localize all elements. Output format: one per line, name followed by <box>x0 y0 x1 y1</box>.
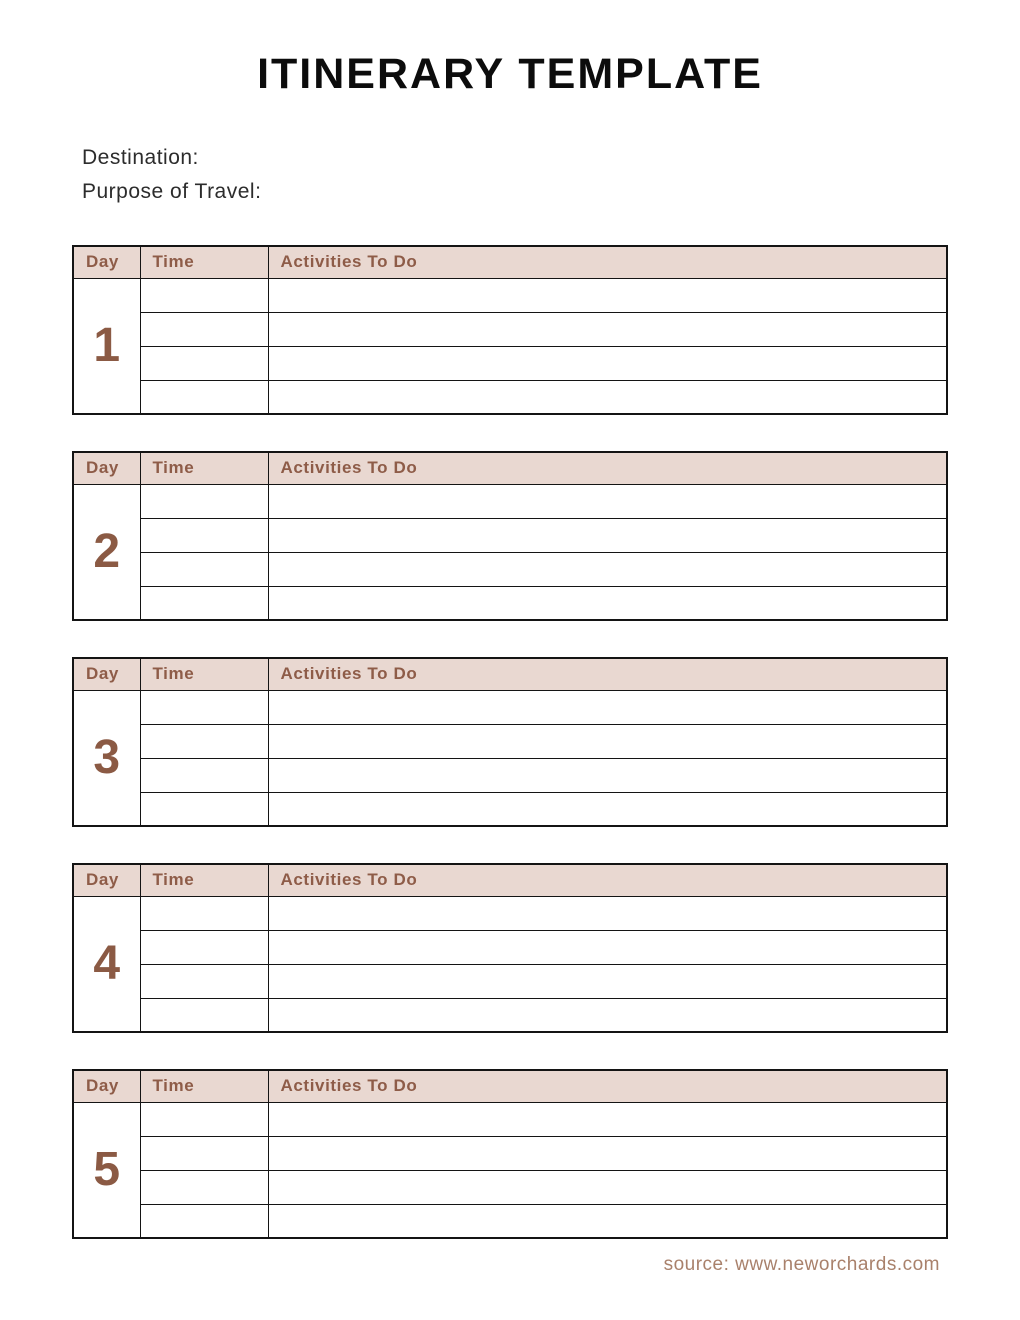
activity-cell <box>268 758 947 792</box>
day-table-3 <box>72 657 948 827</box>
activity-cell <box>268 552 947 586</box>
activities-column-header: Activities To Do <box>268 1070 947 1102</box>
time-cell <box>140 724 268 758</box>
time-column-header: Time <box>140 1070 268 1102</box>
time-cell <box>140 1136 268 1170</box>
day-table-5 <box>72 1069 948 1239</box>
activity-cell <box>268 1204 947 1238</box>
table-row <box>73 1204 947 1238</box>
table-header-row <box>73 864 947 896</box>
time-cell <box>140 1204 268 1238</box>
table-row <box>73 690 947 724</box>
activity-cell <box>268 792 947 826</box>
time-cell <box>140 930 268 964</box>
day-number-cell: 3 <box>73 690 140 826</box>
activities-column-header: Activities To Do <box>268 658 947 690</box>
table-header-row <box>73 1070 947 1102</box>
day-column-header: Day <box>73 452 140 484</box>
table-row <box>73 724 947 758</box>
time-cell <box>140 896 268 930</box>
time-cell <box>140 758 268 792</box>
activity-cell <box>268 380 947 414</box>
time-cell <box>140 380 268 414</box>
table-row <box>73 1136 947 1170</box>
header-fields <box>82 141 948 209</box>
activity-cell <box>268 518 947 552</box>
table-header-row <box>73 246 947 278</box>
time-cell <box>140 1102 268 1136</box>
day-column-header: Day <box>73 864 140 896</box>
time-column-header: Time <box>140 864 268 896</box>
activity-cell <box>268 484 947 518</box>
time-cell <box>140 792 268 826</box>
table-row <box>73 380 947 414</box>
table-header-row <box>73 658 947 690</box>
table-row <box>73 586 947 620</box>
time-column-header: Time <box>140 452 268 484</box>
table-row <box>73 758 947 792</box>
activity-cell <box>268 312 947 346</box>
day-table-2 <box>72 451 948 621</box>
day-column-header: Day <box>73 1070 140 1102</box>
table-header-row <box>73 452 947 484</box>
source-credit: source: www.neworchards.com <box>663 1254 940 1276</box>
table-row <box>73 1170 947 1204</box>
time-column-header: Time <box>140 246 268 278</box>
day-table-1 <box>72 245 948 415</box>
table-row <box>73 792 947 826</box>
time-cell <box>140 690 268 724</box>
table-row <box>73 518 947 552</box>
activity-cell <box>268 1136 947 1170</box>
activity-cell <box>268 896 947 930</box>
table-row <box>73 998 947 1032</box>
day-number-cell: 4 <box>73 896 140 1032</box>
activity-cell <box>268 964 947 998</box>
day-column-header: Day <box>73 658 140 690</box>
page-title: ITINERARY TEMPLATE <box>257 50 763 98</box>
activity-cell <box>268 278 947 312</box>
activity-cell <box>268 1102 947 1136</box>
table-row <box>73 930 947 964</box>
activity-cell <box>268 346 947 380</box>
table-row <box>73 896 947 930</box>
activities-column-header: Activities To Do <box>268 452 947 484</box>
time-cell <box>140 552 268 586</box>
day-column-header: Day <box>73 246 140 278</box>
activity-cell <box>268 586 947 620</box>
table-row <box>73 278 947 312</box>
day-number-cell: 2 <box>73 484 140 620</box>
activity-cell <box>268 1170 947 1204</box>
time-column-header: Time <box>140 658 268 690</box>
day-table-4 <box>72 863 948 1033</box>
activities-column-header: Activities To Do <box>268 246 947 278</box>
activity-cell <box>268 998 947 1032</box>
time-cell <box>140 346 268 380</box>
table-row <box>73 964 947 998</box>
table-row <box>73 312 947 346</box>
table-row <box>73 552 947 586</box>
time-cell <box>140 964 268 998</box>
time-cell <box>140 1170 268 1204</box>
activity-cell <box>268 930 947 964</box>
time-cell <box>140 586 268 620</box>
day-number-cell: 1 <box>73 278 140 414</box>
time-cell <box>140 312 268 346</box>
table-row <box>73 484 947 518</box>
purpose-of-travel-label: Purpose of Travel: <box>82 180 262 204</box>
time-cell <box>140 484 268 518</box>
table-row <box>73 346 947 380</box>
activities-column-header: Activities To Do <box>268 864 947 896</box>
time-cell <box>140 998 268 1032</box>
time-cell <box>140 278 268 312</box>
activity-cell <box>268 724 947 758</box>
activity-cell <box>268 690 947 724</box>
table-row <box>73 1102 947 1136</box>
destination-label: Destination: <box>82 146 199 170</box>
time-cell <box>140 518 268 552</box>
day-number-cell: 5 <box>73 1102 140 1238</box>
